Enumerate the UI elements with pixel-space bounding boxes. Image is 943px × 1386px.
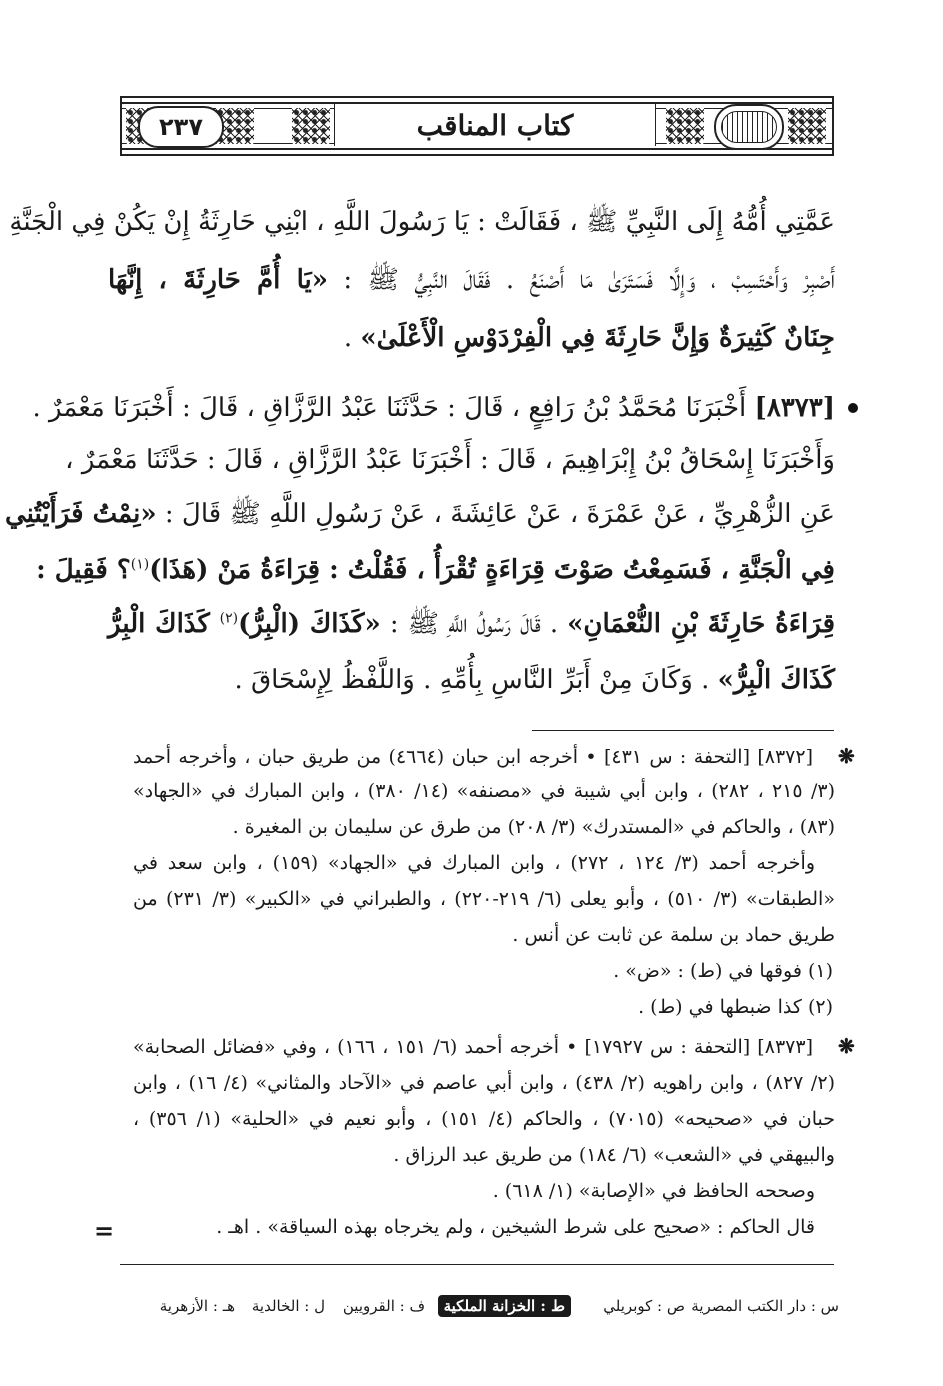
footnote-line: طريق حماد بن سلمة عن ثابت عن أنس . [512,924,835,946]
legend-separator [120,1264,834,1265]
text-line: وَأَخْبَرَنَا إِسْحَاقُ بْنُ إِبْرَاهِيمَ ، قَالَ : أَخْبَرَنَا عَبْدُ الرَّزَّاقِ ، قَالَ : حَدَّثَنَا مَعْمَرٌ ، [65,445,835,475]
hadith-number: [٨٣٧٣] [754,393,835,423]
continuation-mark: = [94,1216,115,1245]
text-line: عَمَّتِي أُمُّهُ إِلَى النَّبِيِّ ﷺ ، فَقَالَتْ : يَا رَسُولَ اللَّهِ ، ابْنِي حَارِثَةُ إِنْ يَكُنْ فِي الْجَنَّةِ [9,207,835,237]
legend-item: ف : القرويين [342,1297,425,1315]
footnote-line: (٢/ ٨٢٧) ، وابن راهويه (٢/ ٤٣٨) ، وابن أبي عاصم في «الآحاد والمثاني» (٤/ ١٦) ، وابن [133,1072,835,1094]
page-header [120,96,834,156]
text-line: [٨٣٧٣] أَخْبَرَنَا مُحَمَّدُ بْنُ رَافِعٍ ، قَالَ : حَدَّثَنَا عَبْدُ الرَّزَّاقِ ، قَالَ : أَخْبَرَنَا مَعْمَرٌ . [32,393,835,423]
footnote-line: قال الحاكم : «صحيح على شرط الشيخين ، ولم يخرجاه بهذه السياقة» . اهـ . [216,1216,815,1238]
legend-item [438,1296,571,1316]
text-line: فِي الْجَنَّةِ ، فَسَمِعْتُ صَوْتَ قِرَاءَةٍ تُقْرَأُ ، فَقُلْتُ : قِرَاءَةُ مَنْ (هَذَا)$^{(١)}$؟ فَقِيلَ : [36,555,835,585]
legend-item: ل : الخالدية [251,1297,325,1315]
legend-item: ص : كوبريلي [603,1297,685,1315]
text-line: جِنَانٌ كَثِيرَةٌ وَإِنَّ حَارِثَةَ فِي الْفِرْدَوْسِ الْأَعْلَىٰ» . [343,323,835,353]
footnote-line: وصححه الحافظ في «الإصابة» (١/ ٦١٨) . [492,1180,815,1202]
footnote-line: (٨٣) ، والحاكم في «المستدرك» (٣/ ٢٠٨) من طرق عن سليمان بن المغيرة . [232,816,835,838]
star-icon: ❋ [838,1034,855,1058]
page-title: كتاب المناقب [334,104,656,146]
page-number: ٢٣٧ [138,106,224,148]
footnote-line: حبان في «صحيحه» (٧٠١٥) ، والحاكم (٤/ ١٥١) ، وأبو نعيم في «الحلية» (١/ ٣٥٦) ، [133,1108,835,1130]
footnote-line: (٣/ ٢١٥ ، ٢٨٢) ، وابن أبي شيبة في «مصنفه» (١٤/ ٣٨٠) ، وابن المبارك في «الجهاد» [133,780,835,802]
legend-item-highlight: ط : الخزانة الملكية [438,1295,571,1317]
legend-item: هـ : الأزهرية [159,1297,235,1315]
footnote-line: وأخرجه أحمد (٣/ ١٢٤ ، ٢٧٢) ، وابن المبارك في «الجهاد» (١٥٩) ، وابن سعد في [133,852,816,874]
legend-item: س : دار الكتب المصرية [691,1297,839,1315]
text-line: عَنِ الزُّهْرِيِّ ، عَنْ عَمْرَةَ ، عَنْ عَائِشَةَ ، عَنْ رَسُولِ اللَّهِ ﷺ قَالَ : «نِمْتُ فَرَأَيْتُنِي [4,499,835,529]
footnote-line: (٢) كذا ضبطها في (ط) . [638,996,833,1018]
text-line: أَصْبِرْ وَأَحْتَسِبْ ، وَإِلَّا فَسَتَرَىٰ مَا أَصْنَعُ . فَقَالَ النَّبِيُّ ﷺ : «يَا أُمَّ حَارِثَةَ ، إِنَّهَا [108,265,835,295]
footnote-line: (١) فوقها في (ط) : «ض» . [613,960,833,982]
text-line: قِرَاءَةُ حَارِثَةَ بْنِ النُّعْمَانِ» . قَالَ رَسُولُ اللَّهِ ﷺ : «كَذَاكَ (الْبِرُّ)$^{(٢)}$ كَذَاكَ الْبِرُّ [108,609,836,639]
book-logo [714,104,784,150]
footnote-line: [٨٣٧٢] [التحفة : س ٤٣١] • أخرجه ابن حبان (٤٦٦٤) من طريق حبان ، وأخرجه أحمد [133,746,814,768]
footnote-separator [532,730,834,731]
footnote-ref: (٢) [219,610,239,627]
ornament-icon [292,108,330,144]
ornament-icon [788,108,826,144]
footnote-line: والبيهقي في «الشعب» (٦/ ١٨٤) من طريق عبد الرزاق . [393,1144,835,1166]
star-icon: ❋ [838,744,855,768]
ornament-icon [666,108,704,144]
hadith-bullet-icon [848,403,858,413]
footnote-line: [٨٣٧٣] [التحفة : س ١٧٩٢٧] • أخرجه أحمد (٦/ ١٥١ ، ١٦٦) ، وفي «فضائل الصحابة» [133,1036,813,1058]
footnote-line: «الطبقات» (٣/ ٥١٠) ، وأبو يعلى (٦/ ٢١٩-٢٢٠) ، والطبراني في «الكبير» (٣/ ٢٣١) من [133,888,835,910]
footnote-ref: (١) [130,556,150,573]
book-logo-icon [721,111,777,143]
text-line: كَذَاكَ الْبِرُّ» . وَكَانَ مِنْ أَبَرِّ النَّاسِ بِأُمِّهِ . وَاللَّفْظُ لِإِسْحَاقَ . [234,665,835,695]
